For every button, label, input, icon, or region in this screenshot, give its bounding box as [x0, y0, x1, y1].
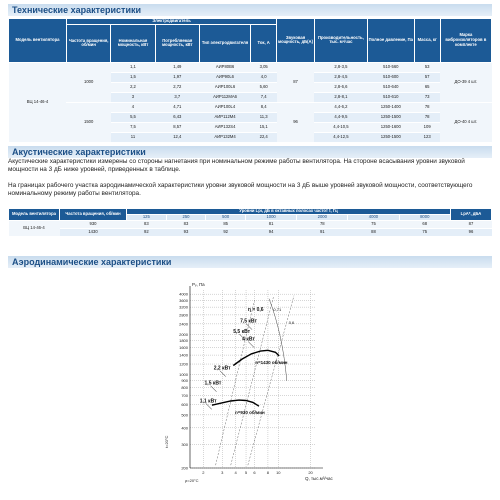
level-cell: 92: [206, 228, 246, 236]
level-cell: 75: [399, 228, 450, 236]
tech-section-title: Технические характеристики: [8, 4, 492, 16]
eff-label: 0,6: [288, 319, 295, 325]
col-vib: Марка виброизоляторов в комплекте: [440, 19, 491, 63]
table-row: [9, 228, 492, 236]
eff-label: 0,71: [273, 306, 282, 312]
pressure-cell: 1250-1500: [368, 112, 415, 122]
power-cell: 3: [111, 92, 155, 102]
temperature-label: t=20°C: [164, 435, 169, 448]
band-header: 8000: [399, 214, 450, 220]
mass-cell: 109: [414, 122, 440, 132]
acoustic-section-title: Акустические характеристики: [8, 146, 492, 158]
col-consumed: Потребляемая мощность, кВт: [155, 24, 199, 62]
y-tick-label: 4000: [179, 291, 188, 297]
aero-section-title: Аэродинамические характеристики: [8, 256, 492, 268]
mass-cell: 123: [414, 132, 440, 142]
speed-cell: 1430: [60, 228, 127, 236]
eta-label: η = 0,6: [247, 306, 264, 313]
x-tick-label: 10: [276, 470, 281, 475]
current-cell: 7,4: [251, 92, 277, 102]
col-pressure: Полное давление, Па: [368, 19, 415, 63]
y-tick-label: 2000: [179, 331, 188, 337]
y-tick-label: 1600: [179, 344, 188, 350]
consumed-cell: 8,57: [155, 122, 199, 132]
level-cell: 75: [348, 220, 399, 228]
power-cell: 2,2: [111, 82, 155, 92]
perf-cell: 2,8-8,1: [314, 92, 367, 102]
mass-cell: 53: [414, 62, 440, 72]
band-header: 2000: [297, 214, 348, 220]
consumed-cell: 12,4: [155, 132, 199, 142]
y-tick-label: 200: [181, 465, 188, 471]
level-cell: 81: [246, 220, 297, 228]
perf-cell: 2,8-6,6: [314, 82, 367, 92]
perf-cell: 4,4-9,5: [314, 112, 367, 122]
y-tick-label: 800: [181, 385, 188, 391]
type-cell: АИР132М4: [199, 132, 250, 142]
current-cell: 15,1: [251, 122, 277, 132]
power-label: 2,2 кВт: [213, 365, 231, 372]
pressure-cell: 510-600: [368, 72, 415, 82]
x-tick-label: 8: [266, 470, 270, 475]
band-header: 4000: [348, 214, 399, 220]
aero-chart: [160, 278, 340, 496]
power-label: 1,5 кВт: [204, 380, 222, 387]
y-tick-label: 1800: [179, 338, 188, 344]
consumed-cell: 6,43: [155, 112, 199, 122]
tech-table: [8, 18, 492, 143]
y-tick-label: 3200: [179, 304, 188, 310]
x-tick-label: 4: [234, 470, 237, 475]
table-row: [9, 220, 492, 228]
level-cell: 78: [297, 220, 348, 228]
power-cell: 1,5: [111, 72, 155, 82]
pressure-cell: 510-640: [368, 82, 415, 92]
consumed-cell: 4,71: [155, 102, 199, 112]
level-cell: 93: [166, 228, 206, 236]
acoustic-paragraph-1: Акустические характеристики измерены со стороны нагнетания при номинальном режиме работы вентилятора. На стороне всасывания уровни звуковой мощности на 3 дБ ниже уровней, приведенных в таблице.: [8, 158, 465, 173]
acoustic-paragraph-2: На границах рабочего участка аэродинамической характеристики уровни звуковой мощности на 3 дБ выше уровней звуковой мощности, соответствующего номинальному режиму работы вентилятора.: [8, 182, 473, 197]
perf-cell: 4,4-12,5: [314, 132, 367, 142]
speed-cell: 1500: [66, 102, 110, 142]
perf-cell: 2,8-4,5: [314, 72, 367, 82]
lpa-cell: 96: [451, 228, 492, 236]
power-cell: 7,5: [111, 122, 155, 132]
current-cell: 3,05: [251, 62, 277, 72]
level-cell: 91: [297, 228, 348, 236]
table-row: [9, 62, 492, 72]
col-sound: Звуковая мощность, дБ(А): [277, 19, 315, 63]
y-tick-label: 1400: [179, 352, 188, 358]
y-tick-label: 2800: [179, 312, 188, 318]
col-mass: Масса, кг: [414, 19, 440, 63]
level-cell: 83: [166, 220, 206, 228]
mass-cell: 78: [414, 102, 440, 112]
band-header: 250: [166, 214, 206, 220]
sound-cell: 96: [277, 102, 315, 142]
power-label: 1,1 кВт: [199, 398, 217, 405]
type-cell: АИР80В6: [199, 62, 250, 72]
col-speed: Частота вращения, об/мин: [66, 24, 110, 62]
vib-cell: ДО-39 4 шт.: [440, 62, 491, 102]
pressure-cell: 510-610: [368, 92, 415, 102]
type-cell: АИР100L6: [199, 82, 250, 92]
acoustic-table: [8, 208, 492, 237]
series-line: [212, 400, 259, 406]
y-tick-label: 300: [181, 441, 188, 447]
current-cell: 4,0: [251, 72, 277, 82]
pressure-cell: 1250-1600: [368, 122, 415, 132]
pressure-cell: 1250-1500: [368, 132, 415, 142]
perf-cell: 4,4-10,5: [314, 122, 367, 132]
level-cell: 94: [246, 228, 297, 236]
density-label: ρ=20°C: [185, 478, 199, 483]
power-cell: 11: [111, 132, 155, 142]
col-perf: Производительность, тыс. м³/час: [314, 19, 367, 63]
current-cell: 5,60: [251, 82, 277, 92]
y-tick-label: 400: [181, 425, 188, 431]
x-axis-label: Q, тыс.м³/час: [305, 476, 333, 481]
type-cell: АИР100L4: [199, 102, 250, 112]
model-cell: ВЦ 14-46-4: [9, 62, 67, 142]
type-cell: АИР90L6: [199, 72, 250, 82]
mass-cell: 65: [414, 82, 440, 92]
sound-cell: 87: [277, 62, 315, 102]
pressure-cell: 1250-1400: [368, 102, 415, 112]
current-cell: 11,3: [251, 112, 277, 122]
speed-cell: 930: [60, 220, 127, 228]
col-current: Ток, А: [251, 24, 277, 62]
power-label: 4 кВт: [242, 336, 255, 343]
consumed-cell: 1,49: [155, 62, 199, 72]
consumed-cell: 1,97: [155, 72, 199, 82]
ac-col-lpa: LpA*, дБА: [451, 209, 492, 221]
y-tick-label: 600: [181, 401, 188, 407]
consumed-cell: 3,7: [155, 92, 199, 102]
current-cell: 8,4: [251, 102, 277, 112]
col-type: Тип электродвигателя: [199, 24, 250, 62]
type-cell: АИР132S4: [199, 122, 250, 132]
level-cell: 88: [348, 228, 399, 236]
x-tick-label: 3: [221, 470, 224, 475]
band-header: 1000: [246, 214, 297, 220]
x-tick-label: 2: [202, 470, 205, 475]
y-tick-label: 2400: [179, 321, 188, 327]
current-cell: 22,4: [251, 132, 277, 142]
power-cell: 4: [111, 102, 155, 112]
mass-cell: 73: [414, 92, 440, 102]
series-label: n=1430 об/мин: [255, 359, 288, 365]
lpa-cell: 87: [451, 220, 492, 228]
vib-cell: ДО-40 4 шт.: [440, 102, 491, 142]
power-label: 7,5 кВт: [240, 318, 257, 325]
y-tick-label: 3600: [179, 297, 188, 303]
band-header: 125: [127, 214, 167, 220]
type-cell: АИР112М4: [199, 112, 250, 122]
consumed-cell: 2,72: [155, 82, 199, 92]
level-cell: 83: [127, 220, 167, 228]
col-power: Номинальная мощность, кВт: [111, 24, 155, 62]
y-tick-label: 500: [181, 412, 188, 418]
perf-cell: 2,8-3,5: [314, 62, 367, 72]
type-cell: АИР112МА6: [199, 92, 250, 102]
speed-cell: 1000: [66, 62, 110, 102]
model-cell: ВЦ 14-46-4: [9, 220, 60, 236]
col-model: Модель вентилятора: [9, 19, 67, 63]
level-cell: 68: [399, 220, 450, 228]
power-cell: 1,1: [111, 62, 155, 72]
y-tick-label: 1200: [179, 361, 188, 367]
series-label: n=930 об/мин: [234, 410, 265, 416]
ac-col-model: Модель вентилятора: [9, 209, 60, 221]
y-tick-label: 1000: [179, 372, 188, 378]
x-tick-label: 6: [253, 470, 256, 475]
ac-col-levels: Уровни Lpi, дБ в октавных полосах частот f, Гц: [127, 209, 451, 215]
col-engine: Электродвигатель: [66, 19, 276, 25]
level-cell: 85: [206, 220, 246, 228]
x-tick-label: 5: [244, 470, 248, 475]
ac-col-speed: Частота вращения, об/мин: [60, 209, 127, 221]
power-cell: 5,5: [111, 112, 155, 122]
table-row: [9, 102, 492, 112]
level-cell: 92: [127, 228, 167, 236]
y-tick-label: 900: [181, 378, 188, 384]
y-tick-label: 700: [181, 392, 188, 398]
y-axis-label: Pᵥ, Па: [192, 282, 205, 287]
band-header: 500: [206, 214, 246, 220]
power-label: 5,5 кВт: [233, 328, 251, 335]
pressure-cell: 510-560: [368, 62, 415, 72]
mass-cell: 78: [414, 112, 440, 122]
mass-cell: 57: [414, 72, 440, 82]
x-tick-label: 20: [308, 470, 313, 475]
perf-cell: 4,4-6,2: [314, 102, 367, 112]
